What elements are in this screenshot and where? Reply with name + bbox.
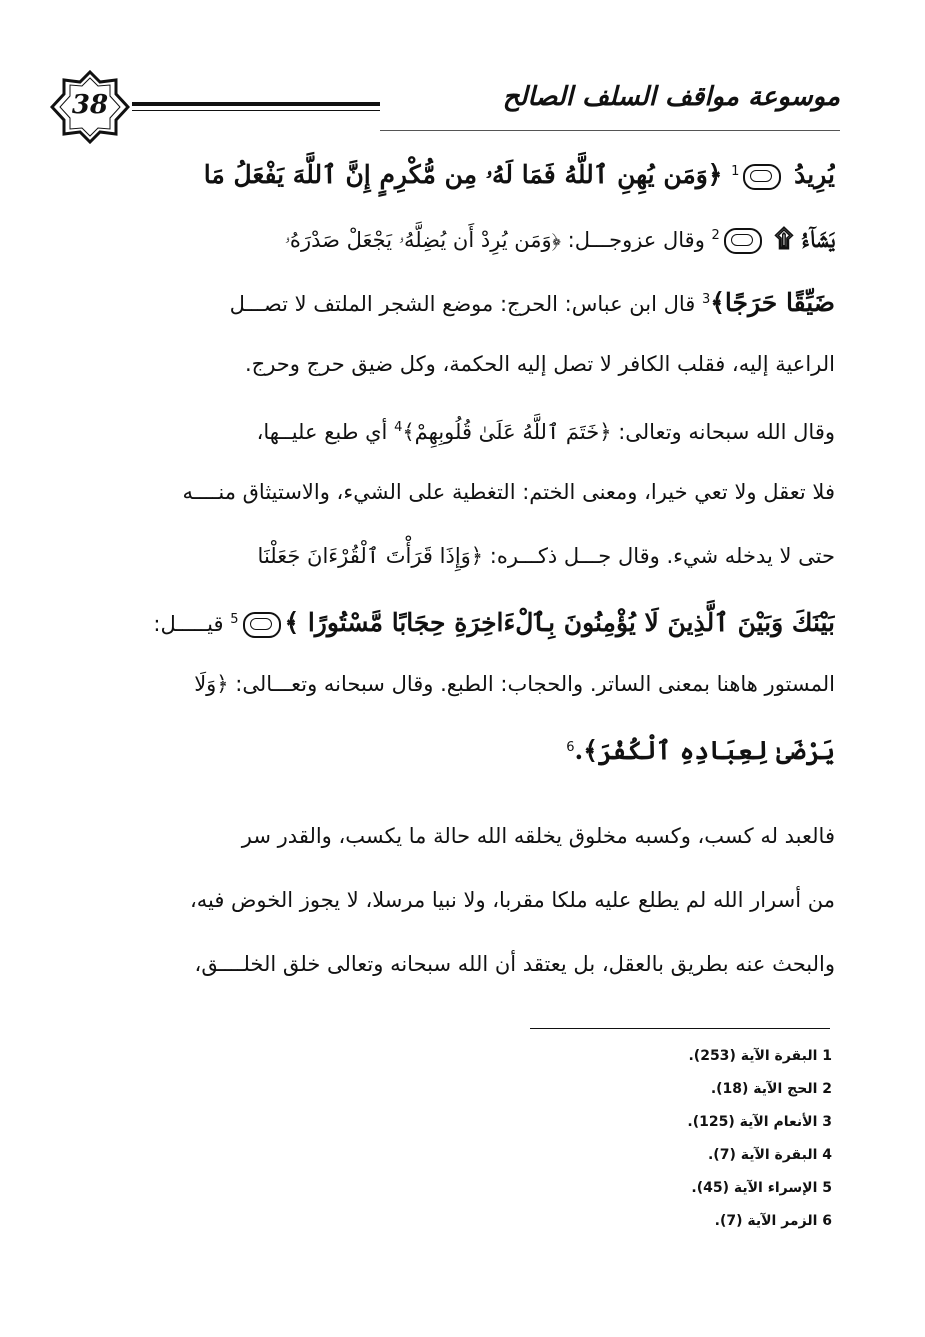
text-segment: فالعبد له كسب، وكسبه مخلوق يخلقه الله حالة ما يكسب، والقدر سر [241, 824, 835, 848]
footnotes [432, 1040, 832, 1238]
header-rule-thin [132, 110, 380, 111]
footnote: 2 الحج الآية (18). [710, 1081, 832, 1097]
page-number: 38 [71, 90, 109, 120]
footnote-separator [530, 1028, 830, 1029]
text-line [90, 332, 835, 396]
text-line [90, 524, 835, 588]
text-line [90, 268, 835, 332]
text-segment: بَيْنَكَ وَبَيْنَ ٱلَّذِينَ لَا يُؤْمِنُونَ بِٱلْءَاخِرَةِ حِجَابًا مَّسْتُورًا ﴾ [284, 608, 835, 637]
text-line [90, 716, 835, 780]
text-segment: وقال عزوجـــل: ﴿وَمَن يُرِدْ أَن يُضِلَّهُۥ يَجْعَلْ صَدْرَهُۥ [284, 228, 712, 252]
text-segment: يُرِيدُ [785, 160, 835, 189]
text-segment: المستور هاهنا بمعنى الساتر. والحجاب: الطبع. وقال سبحانه وتعـــالى: ﴿وَلَا [194, 672, 835, 696]
page-header [50, 70, 840, 150]
footnote-ref: 3 [702, 292, 711, 307]
text-segment: من أسرار الله لم يطلع عليه ملكا مقربا، ولا نبيا مرسلا، لا يجوز الخوض فيه، [189, 888, 835, 912]
text-segment: الراعية إليه، فقلب الكافر لا تصل إليه الحكمة، وكل ضيق حرج وحرج. [244, 352, 835, 376]
text-line [90, 588, 835, 652]
paragraph-gap [90, 780, 835, 804]
ayah-number-icon [743, 164, 781, 190]
footnote: 5 الإسراء الآية (45). [691, 1180, 832, 1196]
text-segment: أي طبع عليــها، [256, 420, 395, 444]
ayah-number-icon [724, 228, 762, 254]
text-line [90, 460, 835, 524]
text-segment: والبحث عنه بطريق بالعقل، بل يعتقد أن الله سبحانه وتعالى خلق الخلــــق، [194, 952, 835, 976]
text-line [90, 140, 835, 204]
text-segment: قيـــــل: [153, 612, 231, 636]
text-segment: يَشَآءُ ۩ [765, 224, 835, 253]
footnote-ref: 4 [394, 420, 403, 435]
text-line [90, 652, 835, 716]
footnote: 6 الزمر الآية (7). [714, 1213, 832, 1229]
page-number-badge [50, 70, 130, 144]
text-line [90, 396, 835, 460]
text-segment: قال ابن عباس: الحرج: موضع الشجر الملتف لا تصـــل [229, 292, 702, 316]
footnote: 3 الأنعام الآية (125). [687, 1114, 832, 1130]
text-line [90, 868, 835, 932]
text-segment: وقال الله سبحانه وتعالى: ﴿خَتَمَ ٱللَّهُ عَلَىٰ قُلُوبِهِمْ﴾ [402, 420, 835, 444]
text-segment: فلا تعقل ولا تعي خيرا، ومعنى الختم: التغطية على الشيء، والاستيثاق منــــه [182, 480, 835, 504]
text-line [90, 804, 835, 868]
header-rule-thick [132, 102, 380, 106]
footnote-ref: 2 [711, 228, 720, 243]
text-segment: ﴿وَمَن يُهِنِ ٱللَّهُ فَمَا لَهُۥ مِن مُّكْرِمٍ إِنَّ ٱللَّهَ يَفْعَلُ مَا [203, 160, 732, 189]
text-line [90, 204, 835, 268]
text-segment: ضَيِّقًا حَرَجًا﴾ [710, 288, 835, 317]
text-segment: حتى لا يدخله شيء. وقال جـــل ذكـــره: ﴿وَإِذَا قَرَأْتَ ٱلْقُرْءَانَ جَعَلْنَا [257, 544, 835, 568]
footnote: 4 البقرة الآية (7). [707, 1147, 832, 1163]
text-segment: يَرْضَىٰ لِعِبَادِهِ ٱلْكُفْرَ﴾. [574, 736, 835, 765]
main-text [90, 140, 835, 996]
header-underline [380, 130, 840, 131]
footnote-ref: 5 [230, 612, 239, 627]
ayah-number-icon [243, 612, 281, 638]
book-title: موسوعة مواقف السلف الصالح [502, 82, 840, 112]
text-line [90, 932, 835, 996]
footnote-ref: 1 [731, 164, 740, 179]
footnote-ref: 6 [566, 740, 575, 755]
footnote: 1 البقرة الآية (253). [688, 1048, 832, 1064]
